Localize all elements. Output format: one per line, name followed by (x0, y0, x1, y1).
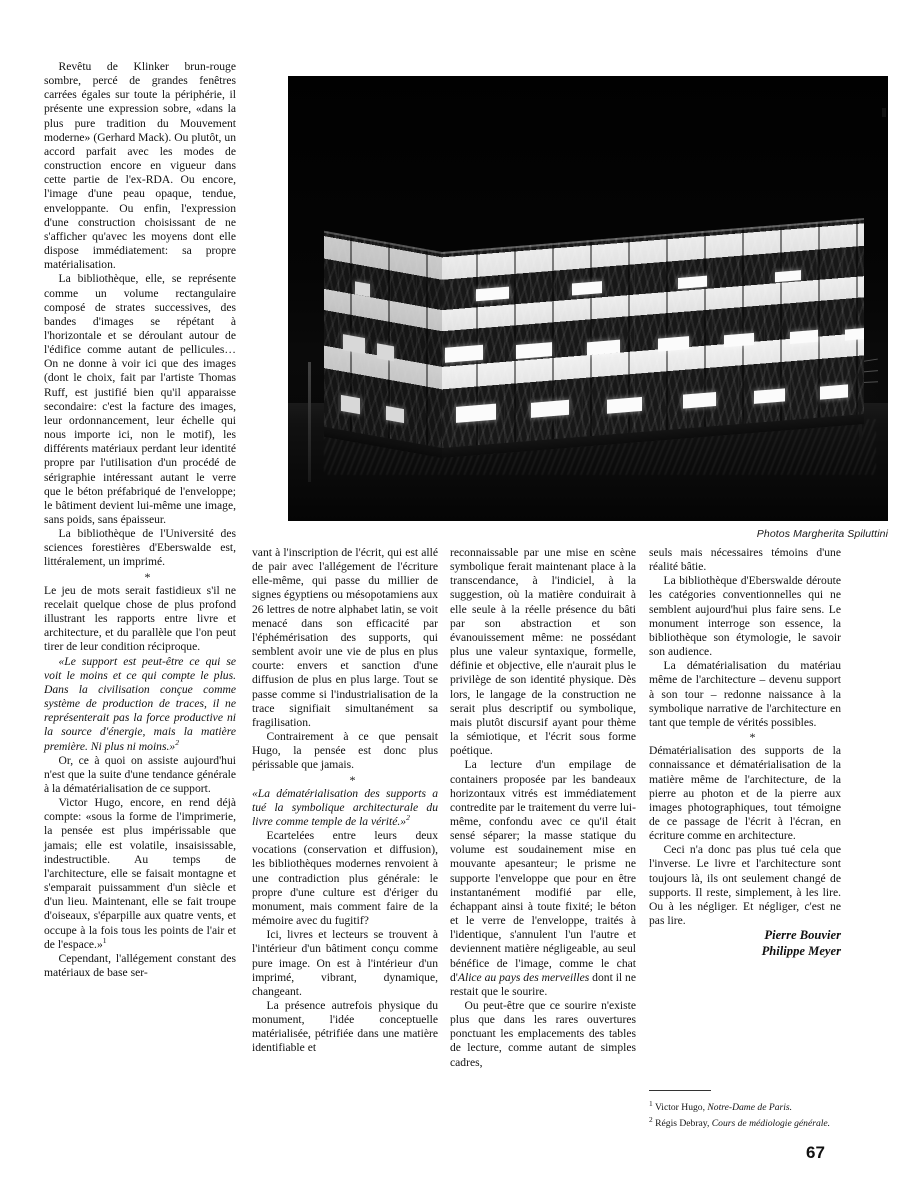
window (386, 406, 404, 424)
section-separator: * (349, 772, 356, 787)
window (531, 400, 568, 418)
author-name: Philippe Meyer (761, 943, 841, 958)
window (587, 339, 620, 355)
library-building (324, 252, 864, 458)
footnote-1 (649, 1098, 841, 1114)
section-separator: * (749, 730, 756, 745)
paragraph: La dématérialisation du matériau même de l'architecture – devenu support à son tour – redonne naissance à la symbolique narrative de l'architecture en tant que temple de vérités possibles. (649, 659, 841, 729)
window (790, 330, 818, 344)
text-column-2 (252, 546, 438, 1056)
footnote-reference: 2 (175, 737, 179, 747)
paragraph: Or, ce à quoi on assiste aujourd'hui n'est que la suite d'une tendance générale à la dématérialisation de ce support. (44, 753, 236, 795)
paragraph: La bibliothèque de l'Université des sciences forestières d'Eberswalde est, littéralement, un imprimé. (44, 527, 236, 569)
stray-printing-mark (882, 108, 886, 117)
window (377, 343, 394, 361)
paragraph: La bibliothèque, elle, se représente comme un volume rectangulaire composé de strates successives, des bandes d'images se répétant à l'horizontale et se déroulant autour de l'édifice comme autant de pellicules… On ne donne à voir ici que des images (dont le choix, fait par l'artiste Thomas Ruff, est justifié bien qu'il apparaisse secondaire: c'est la facture des images, leur ordonnancement, leur échelle qui nous importe ici, non le motif), les différents matériaux perdant leur identité propre par l'utilisation d'un procédé de sérigraphie intéressant autant le verre que le béton préfabriqué de l'enveloppe; le bâtiment devient lui-même une image, sans poids, sans épaisseur. (44, 272, 236, 526)
lamp-post (308, 362, 311, 482)
page-number: 67 (806, 1143, 825, 1162)
paragraph: vant à l'inscription de l'écrit, qui est allé de pair avec l'allégement de l'écriture elle-même, qui passe du millier de signes égyptiens ou mésopotamiens aux 26 lettres de notre alphabet latin, se voit menacé dans son efficacité par l'éphémérisation des supports, qui semblent avoir une vie de plus en plus courte: envers et sanction d'une diffusion de plus en plus large. Tout se passe comme si l'industrialisation de la trace signifiait simultanément sa fragilisation. (252, 546, 438, 729)
building-facade-left (324, 231, 442, 458)
window (355, 281, 371, 297)
section-separator: * (144, 569, 151, 584)
paragraph: Contrairement à ce que pensait Hugo, la pensée est donc plus périssable que jamais. (252, 730, 438, 772)
paragraph: Ecartelées entre leurs deux vocations (conservation et diffusion), les bibliothèques modernes renvoient à une contradiction plus générale: le propre d'une culture est d'ériger du monument, mais comment faire de la mémoire avec du fugitif? (252, 829, 438, 928)
window (516, 342, 551, 359)
author-name: Pierre Bouvier (764, 928, 841, 943)
footnote-title: Cours de médiologie générale. (711, 1117, 831, 1129)
footnote-reference: 1 (102, 935, 107, 945)
window (343, 335, 364, 355)
window (754, 388, 784, 404)
building-facade-right (442, 218, 864, 458)
paragraph: Ceci n'a donc pas plus tué cela que l'inverse. Le livre et l'architecture sont toujours là, ils ont seulement changé de supports. Il reste, simplement, à les lire. Ou à les négliger. Et négliger, c'est ne pas lire. (649, 843, 841, 928)
paragraph: Le jeu de mots serait fastidieux s'il ne recelait quelque chose de plus profond illustrant les rapports entre livre et architecture, et du parallèle que l'on peut tirer de leur condition réciproque. (44, 583, 236, 654)
paragraph: La présence autrefois physique du monument, l'idée conceptuelle matérialisée, pétrifiée dans une matière identifiable et (252, 999, 438, 1055)
paragraph-quote: «Le support est peut-être ce qui se voit le moins et ce qui compte le plus. Dans la civilisation conçue comme système de production de traces, il ne représenterait pas la force productive ni la source d'énergie, mais la matière première. Ni plus ni moins.»$^2$ (44, 654, 236, 753)
paragraph: reconnaissable par une mise en scène symbolique ferait maintenant place à la transcendance, à l'indiciel, à la suggestion, où la matière conduirait à elle seule à la réelle présence du bâti par son abstraction et son évanouissement même: ne possédant plus une valeur syntaxique, formelle, définie et objective, elle n'aurait plus le privilège de son identité physique. Dès lors, le langage de la construction ne serait plus descriptif ou symbolique, mais plutôt discursif ayant pour thème la sémiotique, et l'écrit sous forme poétique. (450, 546, 636, 758)
paragraph: La lecture d'un empilage de containers proposée par les bandeaux horizontaux vitrés est immédiatement contredite par le traitement du verre lui-même, confondu avec ce qu'il était sensé séparer; la masse statique du volume est soudainement mise en mouvante apesanteur; le prisme ne supporte l'enveloppe que pour en être instantanément modifié par elle, échappant ainsi à toute fixité; le béton et le verre de l'enveloppe, traités à l'identique, s'annulent l'un l'autre et deviennent matière négligeable, au seul bénéfice de l'image, comme le chat d'Alice au pays des merveilles dont il ne restait que le sourire. (450, 758, 636, 998)
paragraph: La bibliothèque d'Eberswalde déroute les catégories conventionnelles qui ne semblent aujourd'hui plus faire sens. Le monument interroge son essence, la bibliothèque son étymologie, le savoir son audience. (649, 574, 841, 659)
footnote-rule (649, 1090, 711, 1091)
paragraph: Ici, livres et lecteurs se trouvent à l'intérieur d'un bâtiment conçu comme pure image. On est à l'intérieur d'un imprimé, vibrant, dynamique, changeant. (252, 928, 438, 998)
footnote-2 (649, 1114, 841, 1130)
paragraph: seuls mais nécessaires témoins d'une réalité bâtie. (649, 546, 841, 574)
window (845, 327, 864, 340)
footnote-marker: 2 (649, 1114, 653, 1124)
window (572, 281, 602, 295)
text-column-1 (44, 60, 236, 980)
paragraph-quote: «La dématérialisation des supports a tué la symbolique architecturale du livre comme temple de la vérité.»$^2$ (252, 786, 438, 828)
text-column-3 (450, 546, 636, 1070)
window (456, 403, 497, 422)
photo-credit: Photos Margherita Spiluttini (756, 528, 888, 540)
window (724, 333, 754, 348)
photograph-eberswalde-library (288, 76, 888, 521)
window (607, 397, 641, 414)
work-title: Alice au pays des merveilles (457, 970, 590, 984)
paragraph: Revêtu de Klinker brun-rouge sombre, percé de grandes fenêtres carrées égales sur toute la périphérie, il présente une expression sobre, «dans la plus pure tradition du Mouvement moderne» (Gerhard Mack). Ou plutôt, un accord parfait avec les modes de construction encore en vigueur dans cette partie de l'ex-RDA. Ou encore, l'image d'une peau opaque, tendue, enveloppante. Ou enfin, l'expression d'une construction choisissant de ne s'afficher qu'avec les moyens dont elle dispose immédiatement: sa propre matérialisation. (44, 60, 236, 272)
paragraph: Cependant, l'allégement constant des matériaux de base ser- (44, 951, 236, 979)
text-column-4 (649, 546, 841, 959)
window (341, 395, 361, 414)
footnote-marker: 1 (649, 1099, 653, 1108)
window (678, 276, 706, 289)
window (775, 270, 801, 283)
window (683, 392, 715, 408)
window (476, 286, 509, 301)
paragraph: Ou peut-être que ce sourire n'existe plus que dans les rares ouvertures ponctuant les emplacements des tables de lecture, comme autant de simples cadres, (450, 999, 636, 1069)
footnote-title: Notre-Dame de Paris. (707, 1102, 793, 1114)
window (820, 384, 848, 399)
footnote-reference: 2 (406, 813, 410, 823)
footnote-text: Victor Hugo, (654, 1102, 708, 1114)
paragraph: Dématérialisation des supports de la connaissance et dématérialisation de la matière même de l'architecture, de la pierre au photon et de la pierre aux images photographiques, tout témoigne de ce passage de l'écrit à l'écran, en écriture comme en architecture. (649, 744, 841, 843)
window (445, 345, 483, 363)
photo-figure (288, 76, 888, 540)
footnotes-block (649, 1090, 841, 1130)
window (658, 336, 689, 351)
punched-windows-left (324, 231, 442, 458)
paragraph: Victor Hugo, encore, en rend déjà compte: «sous la forme de l'imprimerie, la pensée est plus impérissable que jamais; elle est volatile, insaisissable, indestructible. Au temps de l'architecture, elle se faisait montagne et s'emparait puissamment d'un siècle et d'un lieu. Maintenant, elle se fait troupe d'oiseaux, s'éparpille aux quatre vents, et occupe à la fois tous les points de l'air et de l'espace.»$^1$ (44, 796, 236, 951)
footnote-text: Régis Debray, (655, 1117, 712, 1129)
